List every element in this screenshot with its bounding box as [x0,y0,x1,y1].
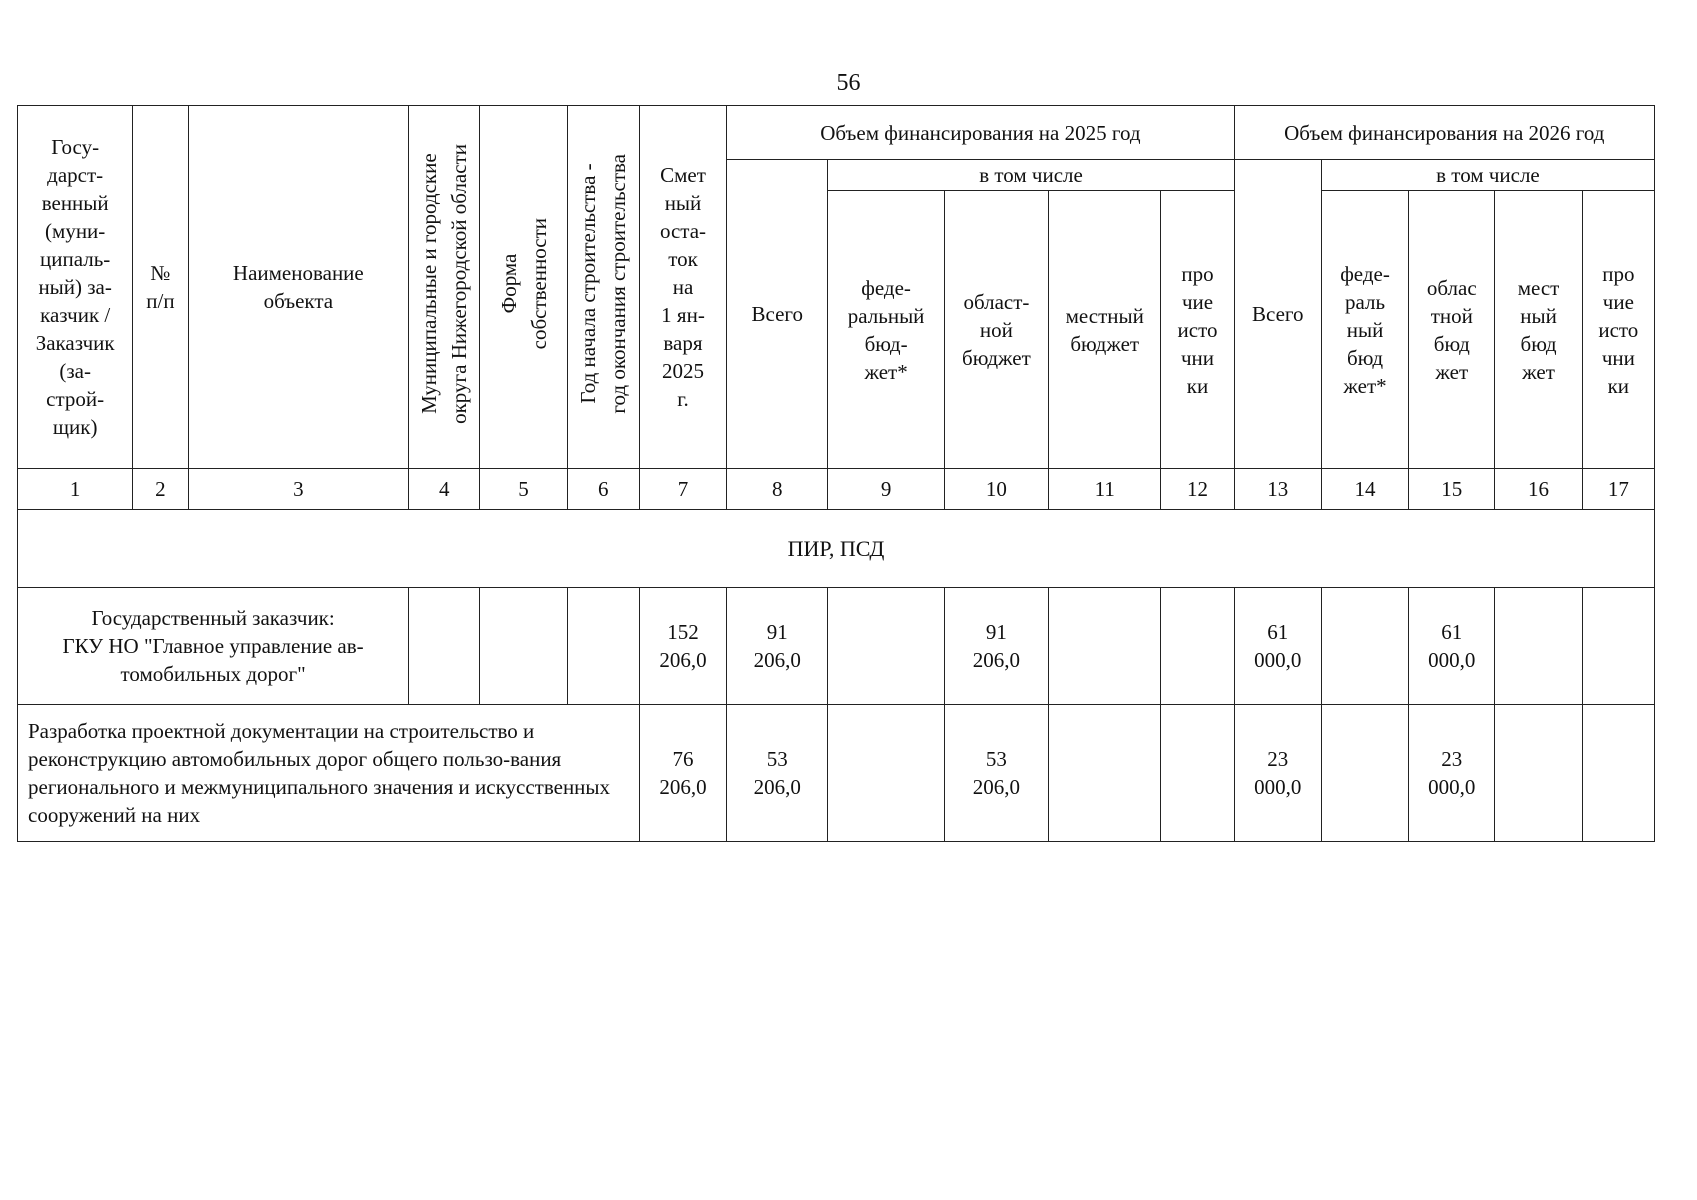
column-number: 9 [828,469,944,510]
column-number: 14 [1321,469,1408,510]
column-number: 5 [480,469,567,510]
header-federal-2026: феде- раль ный бюд жет* [1321,191,1408,469]
column-number: 12 [1161,469,1234,510]
design-total-2025: 53 206,0 [727,705,828,842]
header-including-2025: в том числе [828,160,1234,191]
empty-cell [828,705,944,842]
column-number: 3 [188,469,409,510]
header-group-2026: Объем финансирования на 2026 год [1234,106,1654,160]
header-municipality-cell [409,106,480,469]
section-title: ПИР, ПСД [18,510,1655,588]
header-object-name: Наименование объекта [188,106,409,469]
design-regional-2026: 23 000,0 [1409,705,1495,842]
header-years: Год начала строительства - год окончания строительства [576,153,631,414]
customer-total-2025: 91 206,0 [727,588,828,705]
header-ownership: Форма собственности [496,217,551,350]
page-number: 56 [836,70,861,96]
header-local-2026: мест ный бюд жет [1495,191,1582,469]
empty-cell [1321,588,1408,705]
column-number: 16 [1495,469,1582,510]
column-numbers-row [18,469,1655,510]
empty-cell [1495,588,1582,705]
column-number: 2 [133,469,188,510]
design-work-name: Разработка проектной документации на строительство и реконструкцию автомобильных дорог общего пользо-вания регионального и межмуниципального значения и искусственных сооружений на них [18,705,640,842]
header-regional-2026: облас тной бюд жет [1409,191,1495,469]
table-row [18,588,1655,705]
header-customer: Госу- дарст- венный (муни- ципаль- ный) за- казчик / Заказчик (за- строй- щик) [18,106,133,469]
column-number: 8 [727,469,828,510]
empty-cell [1582,705,1654,842]
empty-cell [1049,588,1161,705]
column-number: 10 [944,469,1048,510]
empty-cell [1161,705,1234,842]
header-ownership-cell [480,106,567,469]
customer-regional-2026: 61 000,0 [1409,588,1495,705]
empty-cell [1161,588,1234,705]
column-number: 6 [567,469,639,510]
customer-regional-2025: 91 206,0 [944,588,1048,705]
header-total-2026: Всего [1234,160,1321,469]
financing-table [17,105,1655,842]
column-number: 17 [1582,469,1654,510]
customer-name: Государственный заказчик: ГКУ НО "Главное управление ав- томобильных дорог" [18,588,409,705]
header-municipality: Муниципальные и городские округа Нижегородской области [417,143,472,424]
empty-cell [1495,705,1582,842]
customer-estimate-balance: 152 206,0 [639,588,726,705]
header-group-2025: Объем финансирования на 2025 год [727,106,1235,160]
table-row [18,705,1655,842]
column-number: 4 [409,469,480,510]
empty-cell [567,588,639,705]
header-years-cell [567,106,639,469]
empty-cell [1582,588,1654,705]
header-total-2025: Всего [727,160,828,469]
design-total-2026: 23 000,0 [1234,705,1321,842]
empty-cell [1321,705,1408,842]
column-number: 13 [1234,469,1321,510]
header-federal-2025: феде- ральный бюд- жет* [828,191,944,469]
column-number: 1 [18,469,133,510]
header-including-2026: в том числе [1321,160,1654,191]
header-local-2025: местный бюджет [1049,191,1161,469]
header-regional-2025: област- ной бюджет [944,191,1048,469]
empty-cell [828,588,944,705]
design-regional-2025: 53 206,0 [944,705,1048,842]
empty-cell [1049,705,1161,842]
design-estimate-balance: 76 206,0 [639,705,726,842]
empty-cell [480,588,567,705]
column-number: 15 [1409,469,1495,510]
column-number: 11 [1049,469,1161,510]
customer-total-2026: 61 000,0 [1234,588,1321,705]
header-other-2025: про чие исто чни ки [1161,191,1234,469]
empty-cell [409,588,480,705]
header-other-2026: про чие исто чни ки [1582,191,1654,469]
column-number: 7 [639,469,726,510]
header-number: № п/п [133,106,188,469]
header-estimate-balance: Смет ный оста- ток на 1 ян- варя 2025 г. [639,106,726,469]
